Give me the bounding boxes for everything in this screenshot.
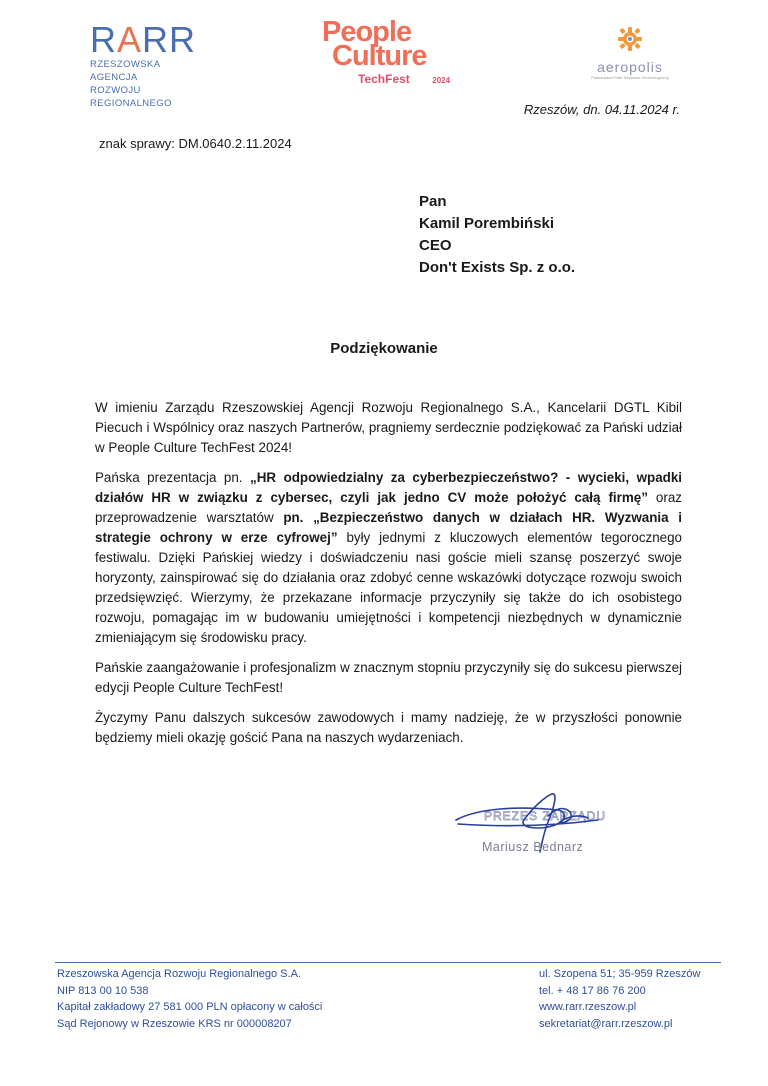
stamp-text: PREZES ZARZĄDU xyxy=(484,809,607,823)
aeropolis-logo-word: aeropolis xyxy=(597,59,663,75)
recipient-name: Kamil Porembiński xyxy=(419,215,555,232)
presentation-title: „HR odpowiedzialny za cyberbezpieczeństwo? - wycieki, wpadki działów HR w związku z cybersec, czyli jak jedno CV może położyć całą firmę” xyxy=(95,470,682,505)
body-paragraph-2 xyxy=(95,468,682,648)
body-paragraph-4: Życzymy Panu dalszych sukcesów zawodowych i mamy nadzieję, że w przyszłości ponownie będziemy mieli okazję gościć Pana na naszych wydarzeniach. xyxy=(95,710,682,745)
footer-phone: tel. + 48 17 86 76 200 xyxy=(539,984,646,997)
letter-body xyxy=(95,398,682,758)
body-p2-rest: były jednymi z kluczowych elementów tegorocznego festiwalu. Dzięki Pańskiej wiedzy i doświadczeniu nasi goście mieli szansę poszerzyć swoje horyzonty, zainspirować się do działania oraz zdobyć cenne wskazówki dotyczące rozwoju swoich przedsięwzięć. Wierzymy, że przekazane informacje przyczyniły się także do ich osobistego rozwoju, pomagając im w budowaniu umiejętności i kompetencji niezbędnych w dynamicznie zmieniającym się środowisku pracy. xyxy=(95,530,683,645)
techfest-year: 2024 xyxy=(432,76,451,85)
aeropolis-logo-tagline: Podkarpacki Park Naukowo-Technologiczny xyxy=(591,75,669,80)
recipient-role: CEO xyxy=(419,237,452,254)
rarr-logo xyxy=(90,19,210,109)
techfest-label: TechFest xyxy=(358,72,410,86)
footer-address: ul. Szopena 51; 35-959 Rzeszów xyxy=(539,968,701,980)
footer-share-capital: Kapitał zakładowy 27 581 000 PLN opłacony w całości xyxy=(57,1001,323,1013)
footer-court-registry: Sąd Rejonowy w Rzeszowie KRS nr 000008207 xyxy=(57,1017,292,1030)
people-culture-logo-line1: People xyxy=(322,16,412,48)
footer-website: www.rarr.rzeszow.pl xyxy=(539,1001,637,1013)
letter-title: Podziękowanie xyxy=(330,340,438,357)
recipient-salutation: Pan xyxy=(419,193,447,210)
letter-date: Rzeszów, dn. 04.11.2024 r. xyxy=(523,102,680,117)
footer-nip: NIP 813 00 10 538 xyxy=(57,984,149,997)
rarr-logo-subtitle-1: RZESZOWSKA AGENCJA xyxy=(90,59,160,83)
case-reference: znak sprawy: DM.0640.2.11.2024 xyxy=(99,136,292,151)
signatory-name: Mariusz Bednarz xyxy=(482,840,584,854)
body-p2-intro: Pańska prezentacja pn. xyxy=(95,470,251,485)
footer-contact-info xyxy=(539,966,700,1032)
people-culture-logo-line2: Culture xyxy=(332,40,427,72)
footer-divider xyxy=(55,962,721,963)
aeropolis-gear-icon xyxy=(617,26,643,52)
aeropolis-logo xyxy=(580,26,680,96)
recipient-block xyxy=(419,191,575,279)
body-paragraph-3: Pańskie zaangażowanie i profesjonalizm w znacznym stopniu przyczyniły się do sukcesu pierwszej edycji People Culture TechFest! xyxy=(95,660,682,695)
body-paragraph-1: W imieniu Zarządu Rzeszowskiej Agencji Rozwoju Regionalnego S.A., Kancelarii DGTL Kibil Piecuch i Wspólnicy oraz naszych Partnerów, pragniemy serdecznie podziękować za Pański udział w People Culture TechFest 2024! xyxy=(95,400,682,455)
people-culture-logo xyxy=(322,16,472,100)
workshop-title: pn. „Bezpieczeństwo danych w działach HR. Wyzwania i strategie ochrony w erze cyfrowej” xyxy=(95,510,682,545)
body-p2-middle: oraz przeprowadzenie warsztatów xyxy=(95,490,682,525)
rarr-logo-subtitle-2: ROZWOJU REGIONALNEGO xyxy=(90,85,172,109)
footer-email: sekretariat@rarr.rzeszow.pl xyxy=(539,1017,673,1030)
rarr-logo-word: RARR xyxy=(90,19,197,60)
footer-company-info xyxy=(57,966,322,1032)
footer-company-name: Rzeszowska Agencja Rozwoju Regionalnego S.A. xyxy=(57,968,301,980)
recipient-company: Don't Exists Sp. z o.o. xyxy=(419,259,576,276)
